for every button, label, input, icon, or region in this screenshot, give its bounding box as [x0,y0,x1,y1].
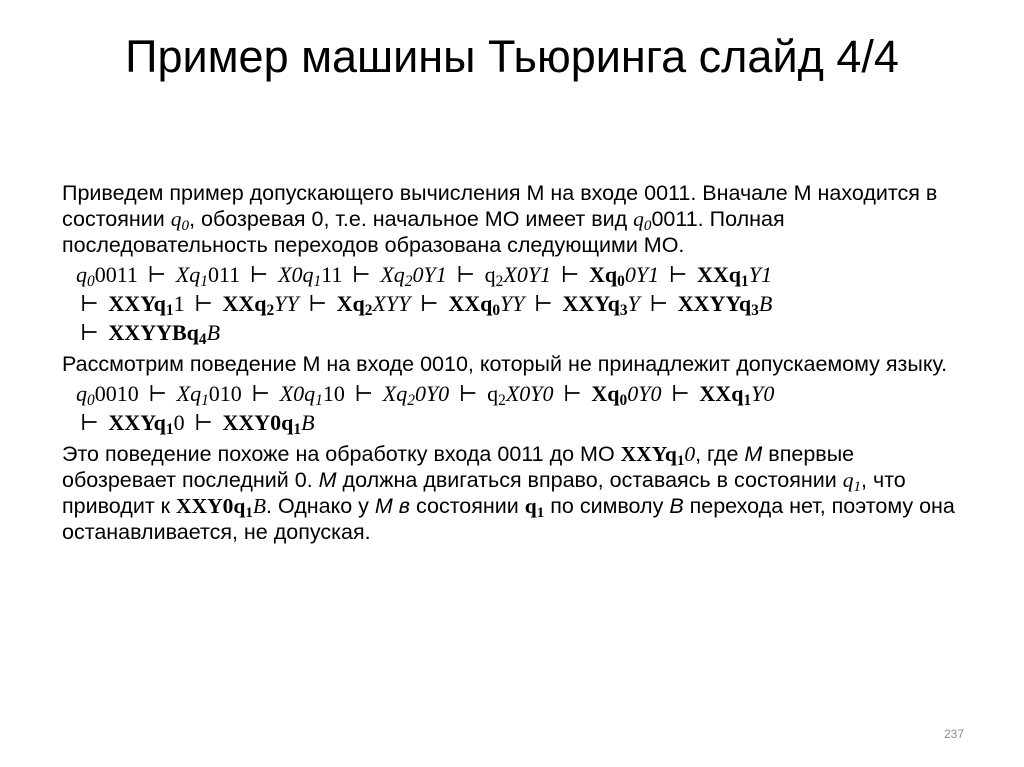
id-step: $q_2$ [487,381,506,409]
rejecting-intro-paragraph: Рассмотрим поведение M на входе 0010, который не принадлежит допускаемому языку. [62,352,948,376]
turnstile-symbol: ⊢ [80,291,99,316]
page-number: 237 [943,727,964,741]
turnstile-symbol: ⊢ [534,291,553,316]
turnstile-symbol: ⊢ [671,381,690,406]
id-step: $X0q_1$ [278,262,322,290]
turnstile-symbol: ⊢ [351,262,371,287]
rejecting-sequence [76,379,972,437]
slide-body [62,180,972,545]
turnstile-symbol: ⊢ [308,291,328,316]
id-step: $Xq_2$ [382,381,415,409]
turnstile-symbol: ⊢ [668,262,688,287]
turnstile-symbol: ⊢ [194,291,214,316]
id-step: XXq$_0$ [448,291,501,319]
sequence-line: ⊢ XXYq$_1$0 ⊢ $XXY0q_1B$ [76,408,972,437]
id-step: $XXY0q_1$ [222,410,302,438]
id-step: $Xq_1$ [176,381,209,409]
turnstile-symbol: ⊢ [249,262,269,287]
id-step: $Xq_2$ [336,291,373,319]
turnstile-symbol: ⊢ [80,320,99,345]
intro-paragraph: Приведем пример допускающего вычисления M на входе 0011. Вначале M находится в состоянии $q_0$, обозревая 0, т.е. начальное МО имеет вид $q_00011$. Полная последовательность переходов образована следующими МО. [62,181,938,257]
sequence-line: ⊢ XXYq$_1$1 ⊢ XXq$_2$YY ⊢ $Xq_2XYY$ ⊢ XXq$_0$YY ⊢ XXYq$_3$Y ⊢ XXYYq$_3$B [76,289,972,318]
sequence-line: ⊢ XXYYBq$_4$B [76,318,972,347]
id-step: XXYYBq$_4$ [108,320,207,348]
turnstile-symbol: ⊢ [563,381,582,406]
id-step: $Xq_0$ [591,381,628,409]
id-step: $q_0$ [76,381,95,409]
conclusion-paragraph: Это поведение похоже на обработку входа 0011 до МО XXYq$_1$0, где M впервые обозревает последний 0. M должна двигаться вправо, оставаясь в состоянии $q_1$, что приводит к $XXY0q_1B$. Однако у M в состоянии $q_1$ по символу B перехода нет, поэтому она останавливается, не допуская. [62,442,955,544]
sequence-line: $q_00010$ ⊢ $Xq_1010$ ⊢ $X0q_110$ ⊢ $Xq_20Y0$ ⊢ $q_2X0Y0$ ⊢ $Xq_00Y0$ ⊢ XXq$_1$Y0 [76,381,775,409]
turnstile-symbol: ⊢ [419,291,439,316]
id-step: XXq$_2$ [222,291,275,319]
id-step: $Xq_0$ [588,262,625,290]
id-step: XXYq$_3$ [562,291,628,319]
turnstile-symbol: ⊢ [456,262,476,287]
turnstile-symbol: ⊢ [148,381,168,406]
id-step: $Xq_1$ [175,262,208,290]
id-step: $q_2$ [484,262,504,290]
id-step: $Xq_2$ [380,262,413,290]
id-step: XXYq$_1$ [108,410,174,438]
id-step: XXYq$_1$ [108,291,174,319]
id-step: XXq$_1$ [696,262,749,290]
id-step: XXYq$_1$ [620,442,685,469]
turnstile-symbol: ⊢ [458,381,478,406]
turnstile-symbol: ⊢ [354,381,374,406]
id-step: XXq$_1$ [699,381,752,409]
accepting-sequence [76,260,972,347]
id-step: XXYYq$_3$ [677,291,759,319]
id-step: $q_0$ [76,262,95,290]
id-step: $X0q_1$ [279,381,323,409]
slide-title: Пример машины Тьюринга слайд 4/4 [125,31,899,82]
id-step: $XXY0q_1$ [176,494,253,521]
turnstile-symbol: ⊢ [251,381,271,406]
turnstile-symbol: ⊢ [649,291,669,316]
sequence-line: $q_00011$ ⊢ $Xq_1011$ ⊢ $X0q_111$ ⊢ $Xq_20Y1$ ⊢ $q_2X0Y1$ ⊢ $Xq_00Y1$ ⊢ XXq$_1$Y1 [76,262,772,290]
turnstile-symbol: ⊢ [194,410,214,435]
turnstile-symbol: ⊢ [147,262,167,287]
turnstile-symbol: ⊢ [560,262,580,287]
turnstile-symbol: ⊢ [80,410,99,435]
